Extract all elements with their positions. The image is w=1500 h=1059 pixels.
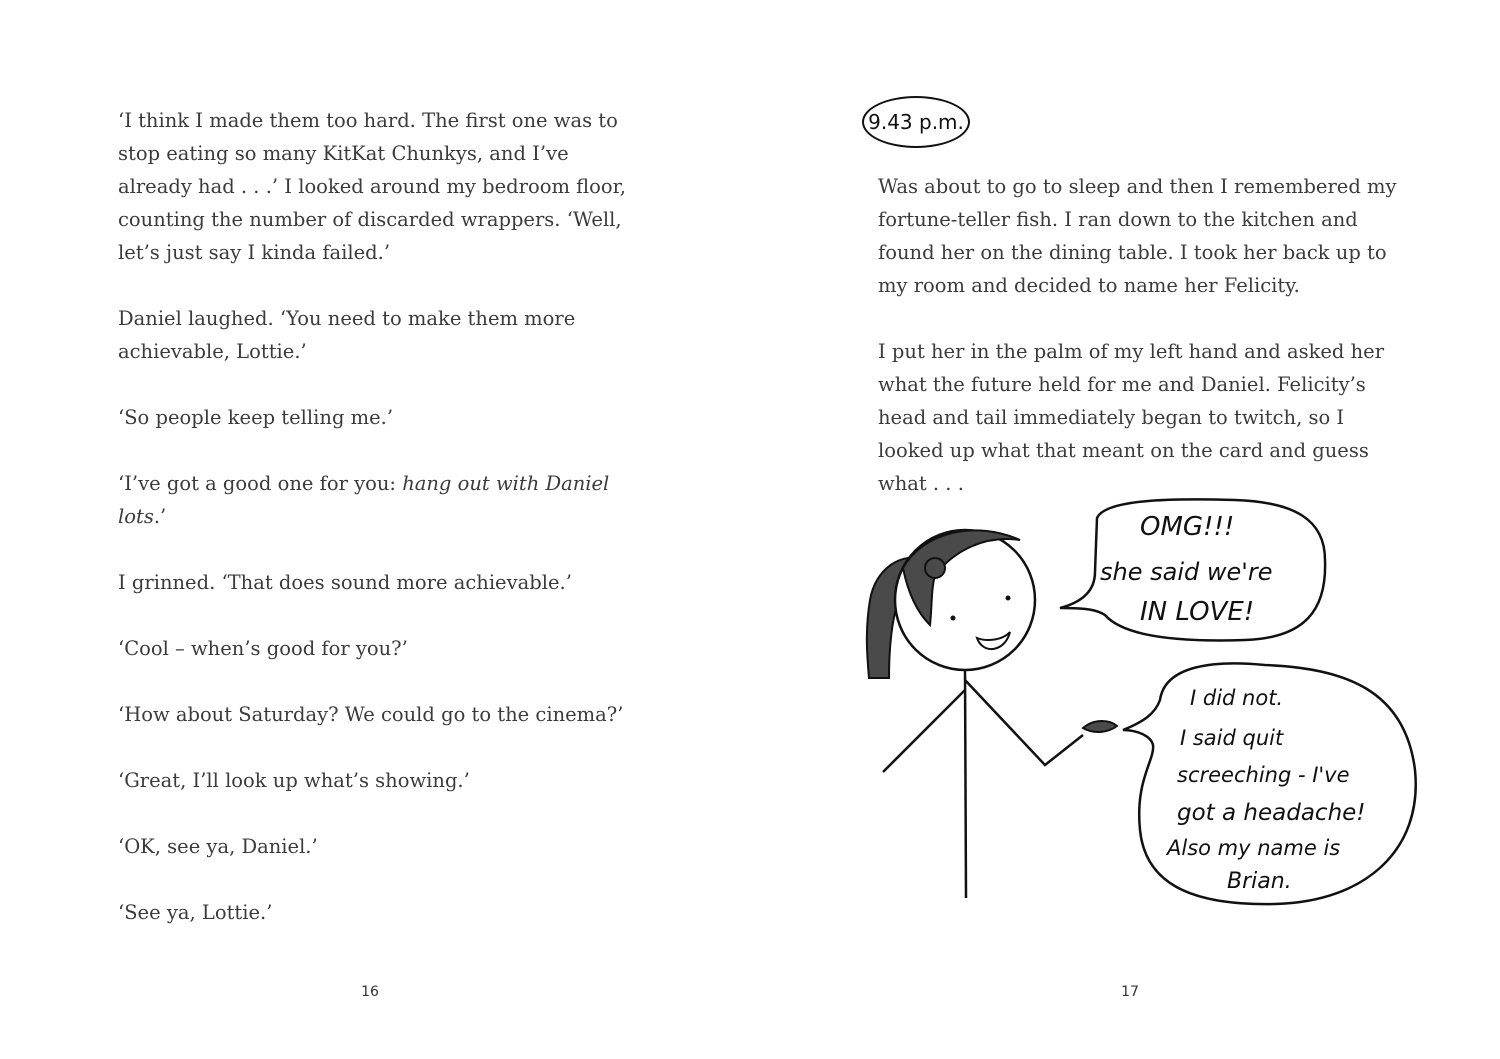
paragraph: ‘How about Saturday? We could go to the cinema?’ [118,703,624,726]
right-page [750,0,1500,1059]
fish-shape [1083,721,1117,732]
bubble-fish-line: Also my name is [1167,836,1341,860]
bubble-girl-line: IN LOVE! [1140,597,1255,627]
paragraph: ‘See ya, Lottie.’ [118,901,273,924]
paragraph-text: ‘I’ve got a good one for you: [118,472,403,495]
paragraph: Was about to go to sleep and then I remembered my fortune-teller fish. I ran down to the kitchen and found her on the dining table. I took her back up to my room and decided to name her Felicity. [878,175,1397,297]
bubble-girl-line: OMG!!! [1140,512,1235,542]
body-line [965,670,966,898]
paragraph: ‘I think I made them too hard. The first one was to stop eating so many KitKat Chunkys, and I’ve already had . . .’ I looked around my bedroom floor, counting the number of discarded wrappers. ‘Well, let’s just say I kinda failed.’ [118,109,627,264]
bubble-fish-line: Brian. [1227,869,1292,894]
time-badge [862,96,970,148]
hair-bun [925,558,945,578]
eye-right [1006,596,1011,601]
bubble-fish-line: got a headache! [1177,800,1366,826]
bubble-fish-line: screeching - I've [1177,763,1350,787]
paragraph-with-italic [118,467,638,533]
page-number: 17 [1121,984,1139,1000]
paragraph: ‘So people keep telling me.’ [118,406,394,429]
paragraph: ‘Great, I’ll look up what’s showing.’ [118,769,470,792]
paragraph: I put her in the palm of my left hand and asked her what the future held for me and Daniel. Felicity’s head and tail immediately began to twitch, so I looked up what that meant on the card and guess what . . . [878,340,1385,495]
arm-left [883,690,965,772]
paragraph-suffix: .’ [153,505,167,528]
paragraph: Daniel laughed. ‘You need to make them more achievable, Lottie.’ [118,307,576,363]
left-text-column [118,104,638,962]
bubble-girl-line: she said we're [1100,558,1273,586]
right-text-column [878,170,1398,533]
paragraph: ‘OK, see ya, Daniel.’ [118,835,318,858]
stick-figure-illustration [805,490,1445,910]
time-label: 9.43 p.m. [868,110,964,134]
italic-phrase: hang out with Daniel lots [118,472,610,528]
bubble-fish-line: I said quit [1180,726,1284,750]
eye-left [951,616,956,621]
paragraph: I grinned. ‘That does sound more achievable.’ [118,571,572,594]
page-number: 16 [361,984,379,1000]
bubble-fish-line: I did not. [1190,686,1284,710]
paragraph: ‘Cool – when’s good for you?’ [118,637,408,660]
arm-right [965,680,1083,765]
